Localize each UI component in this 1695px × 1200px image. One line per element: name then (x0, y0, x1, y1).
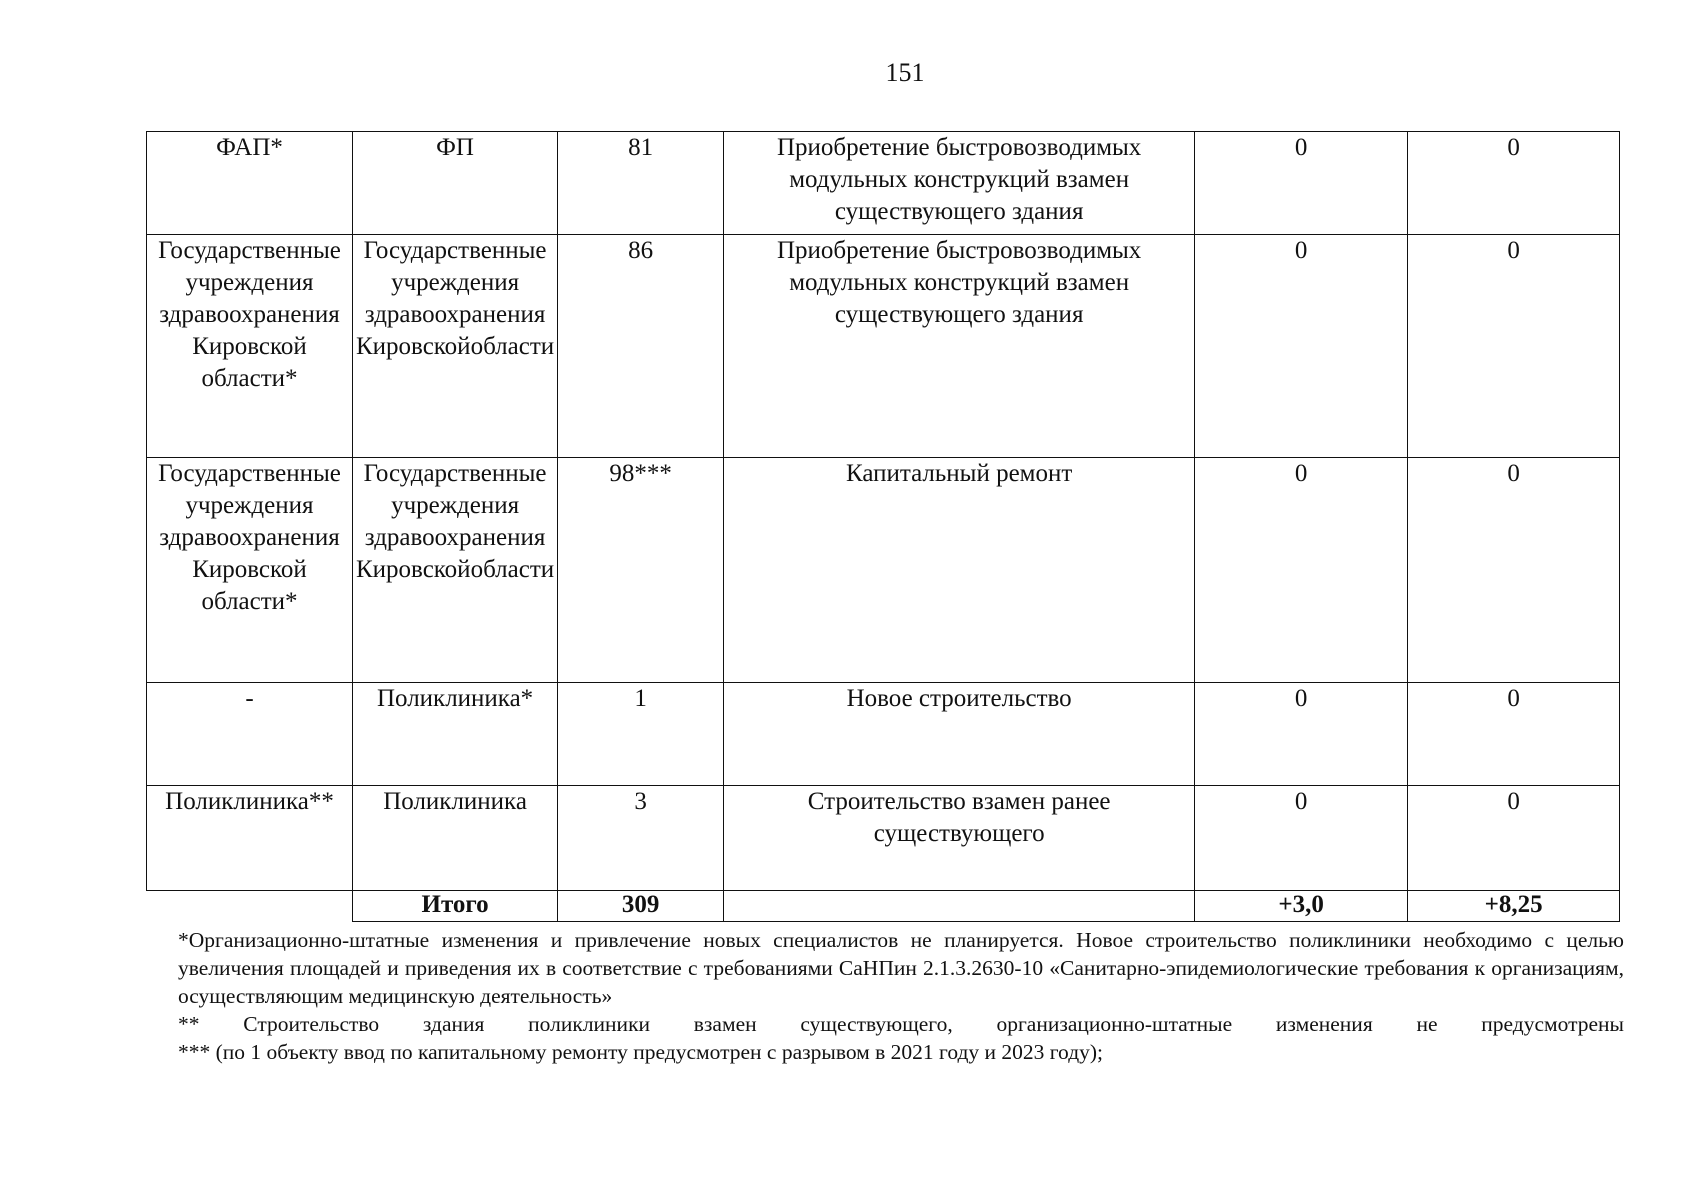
data-table (146, 131, 1620, 922)
cell-object-subtype: ФП (353, 132, 558, 235)
cell-count: 81 (558, 132, 724, 235)
cell-object-subtype: Государственные учреждения здравоохранения Кировскойобласти (353, 235, 558, 458)
cell-value-2: 0 (1408, 458, 1620, 683)
total-empty-cell (724, 891, 1195, 922)
cell-count: 1 (558, 683, 724, 786)
footnote-2: ** Строительство здания поликлиники взамен существующего, организационно-штатные изменения не предусмотрены (178, 1012, 1624, 1036)
cell-count: 98*** (558, 458, 724, 683)
cell-object-type: - (147, 683, 353, 786)
cell-action: Строительство взамен ранее существующего (724, 786, 1195, 891)
total-value-2: +8,25 (1408, 891, 1620, 922)
total-value-1: +3,0 (1195, 891, 1408, 922)
table-row (147, 132, 1620, 235)
cell-action: Приобретение быстровозводимых модульных конструкций взамен существующего здания (724, 132, 1195, 235)
footnote-3: *** (по 1 объекту ввод по капитальному ремонту предусмотрен с разрывом в 2021 году и 2023 году); (178, 1040, 1104, 1064)
table-row (147, 786, 1620, 891)
table-row (147, 683, 1620, 786)
page-number: 151 (885, 58, 925, 87)
cell-object-subtype: Поликлиника* (353, 683, 558, 786)
cell-action: Новое строительство (724, 683, 1195, 786)
cell-value-1: 0 (1195, 458, 1408, 683)
cell-value-2: 0 (1408, 235, 1620, 458)
cell-value-2: 0 (1408, 132, 1620, 235)
cell-action: Приобретение быстровозводимых модульных конструкций взамен существующего здания (724, 235, 1195, 458)
cell-value-1: 0 (1195, 132, 1408, 235)
cell-count: 3 (558, 786, 724, 891)
cell-count: 86 (558, 235, 724, 458)
cell-object-type: Государственные учреждения здравоохранения Кировской области* (147, 458, 353, 683)
cell-action: Капитальный ремонт (724, 458, 1195, 683)
cell-value-1: 0 (1195, 683, 1408, 786)
cell-object-subtype: Поликлиника (353, 786, 558, 891)
footnotes (178, 926, 1624, 1066)
cell-object-type: ФАП* (147, 132, 353, 235)
cell-value-2: 0 (1408, 683, 1620, 786)
cell-value-1: 0 (1195, 235, 1408, 458)
cell-object-type: Государственные учреждения здравоохранения Кировской области* (147, 235, 353, 458)
cell-object-type: Поликлиника** (147, 786, 353, 891)
table-row (147, 458, 1620, 683)
cell-value-1: 0 (1195, 786, 1408, 891)
footnote-1: *Организационно-штатные изменения и привлечение новых специалистов не планируется. Новое строительство поликлиники необходимо с целью увеличения площадей и приведения их в соответствие с требованиями СаНПин 2.1.3.2630-10 «Санитарно-эпидемиологические требования к организациям, осуществляющим медицинскую деятельность» (178, 928, 1624, 1008)
total-count: 309 (558, 891, 724, 922)
cell-value-2: 0 (1408, 786, 1620, 891)
table-row (147, 235, 1620, 458)
total-row (147, 891, 1620, 922)
total-label: Итого (353, 891, 558, 922)
total-blank-cell (147, 891, 353, 922)
cell-object-subtype: Государственные учреждения здравоохранения Кировскойобласти (353, 458, 558, 683)
